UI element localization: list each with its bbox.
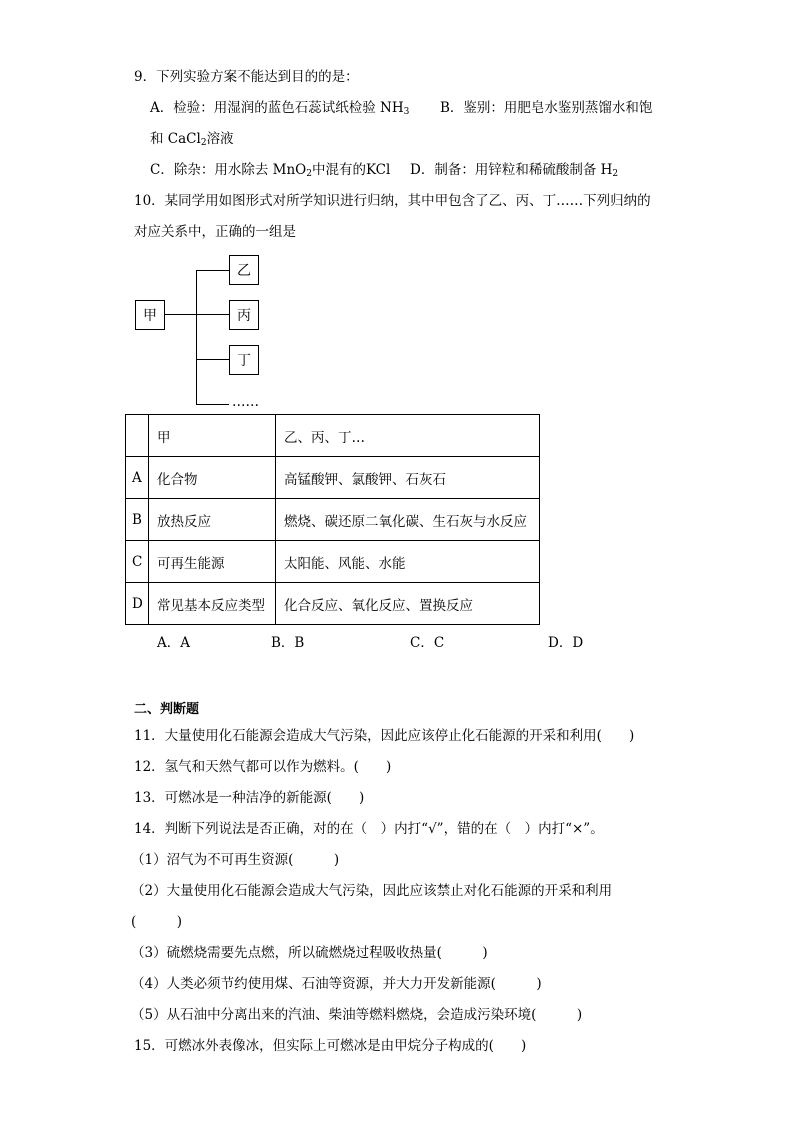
table-cell: 常见基本反应类型 [149, 583, 276, 625]
table-cell: D [126, 583, 149, 625]
diagram-child-box-3 [229, 345, 259, 375]
q13: 13．可燃冰是一种洁净的新能源( ) [134, 790, 365, 806]
q9-option-c-post: 中混有的KCl [311, 162, 391, 178]
diagram-child-label-1: 乙 [237, 263, 251, 279]
diagram-root-connector [164, 314, 196, 315]
diagram-root-label: 甲 [143, 308, 157, 324]
table-cell: 化合反应、氧化反应、置换反应 [276, 583, 540, 625]
q10-stem-line1: 10．某同学用如图形式对所学知识进行归纳，其中甲包含了乙、丙、丁……下列归纳的 [134, 193, 651, 209]
table-cell: 高锰酸钾、氯酸钾、石灰石 [276, 457, 540, 499]
diagram-branch-more [196, 404, 229, 405]
q10-option-b: B．B [271, 635, 305, 651]
table-cell: 可再生能源 [149, 541, 276, 583]
table-row [126, 583, 540, 625]
table-cell: A [126, 457, 149, 499]
q9-option-d [410, 160, 618, 180]
q10-table [125, 414, 540, 625]
q9-option-a [150, 98, 409, 118]
table-header-row [126, 415, 540, 457]
diagram-child-label-2: 丙 [237, 308, 251, 324]
q14-item-2-cont: ( ) [131, 914, 183, 930]
q9-stem: 9．下列实验方案不能达到目的的是： [134, 69, 359, 85]
diagram-branch-2 [196, 314, 229, 315]
q12: 12．氢气和天然气都可以作为燃料。( ) [134, 759, 392, 775]
q14-item-2: （2）大量使用化石能源会造成大气污染，因此应该禁止对化石能源的开采和利用 [131, 883, 613, 899]
table-cell: 太阳能、风能、水能 [276, 541, 540, 583]
q9-option-b-cont-sub: 2 [200, 138, 207, 148]
q10-option-d: D．D [548, 635, 584, 651]
q9-option-d-sub: 2 [612, 169, 619, 179]
q14-item-4: （4）人类必须节约使用煤、石油等资源，并大力开发新能源( ) [131, 976, 542, 992]
table-row [126, 457, 540, 499]
q9-option-b-cont-text: 和 CaCl [150, 131, 201, 147]
q9-option-b-cont [150, 129, 234, 149]
q9-option-c-sub: 2 [306, 169, 312, 179]
q14: 14．判断下列说法是否正确，对的在（ ）内打“√”，错的在（ ）内打“×”。 [134, 821, 604, 837]
q9-option-b-cont-post: 溶液 [206, 131, 234, 147]
table-cell: 甲 [149, 415, 276, 457]
table-cell: 化合物 [149, 457, 276, 499]
q10-option-c: C．C [410, 635, 445, 651]
diagram-child-box-2 [229, 300, 259, 330]
diagram-root-box [135, 300, 165, 330]
diagram-child-label-3: 丁 [237, 353, 251, 369]
table-cell: 乙、丙、丁… [276, 415, 540, 457]
diagram-branch-3 [196, 359, 229, 360]
table-cell: B [126, 499, 149, 541]
q9-option-a-sub: 3 [403, 107, 410, 117]
diagram-branch-1 [196, 270, 229, 271]
section-title-judgement: 二、判断题 [134, 702, 200, 717]
q10-option-a: A．A [157, 635, 190, 651]
diagram-trunk [196, 270, 197, 404]
q14-item-3: （3）硫燃烧需要先点燃，所以硫燃烧过程吸收热量( ) [131, 945, 488, 961]
q9-option-d-text: D．制备：用锌粒和稀硫酸制备 H [410, 162, 613, 178]
q9-option-a-text: A．检验：用湿润的蓝色石蕊试纸检验 NH [150, 100, 404, 116]
table-cell: 燃烧、碳还原二氧化碳、生石灰与水反应 [276, 499, 540, 541]
q15: 15．可燃冰外表像冰，但实际上可燃冰是由甲烷分子构成的( ) [134, 1038, 527, 1054]
table-cell: C [126, 541, 149, 583]
q9-option-b: B．鉴别：用肥皂水鉴别蒸馏水和饱 [440, 100, 653, 116]
table-cell [126, 415, 149, 457]
table-row [126, 499, 540, 541]
diagram-child-box-1 [229, 255, 259, 285]
q9-option-c-text: C．除杂：用水除去 MnO [150, 162, 307, 178]
diagram-more-ellipsis: …… [232, 394, 259, 410]
table-cell: 放热反应 [149, 499, 276, 541]
table-row [126, 541, 540, 583]
q11: 11．大量使用化石能源会造成大气污染，因此应该停止化石能源的开采和利用( ) [134, 728, 635, 744]
q10-stem-line2: 对应关系中，正确的一组是 [134, 224, 296, 240]
q14-item-5: （5）从石油中分离出来的汽油、柴油等燃料燃烧，会造成污染环境( ) [131, 1007, 583, 1023]
q14-item-1: （1）沼气为不可再生资源( ) [131, 852, 340, 868]
q9-option-c [150, 160, 390, 180]
